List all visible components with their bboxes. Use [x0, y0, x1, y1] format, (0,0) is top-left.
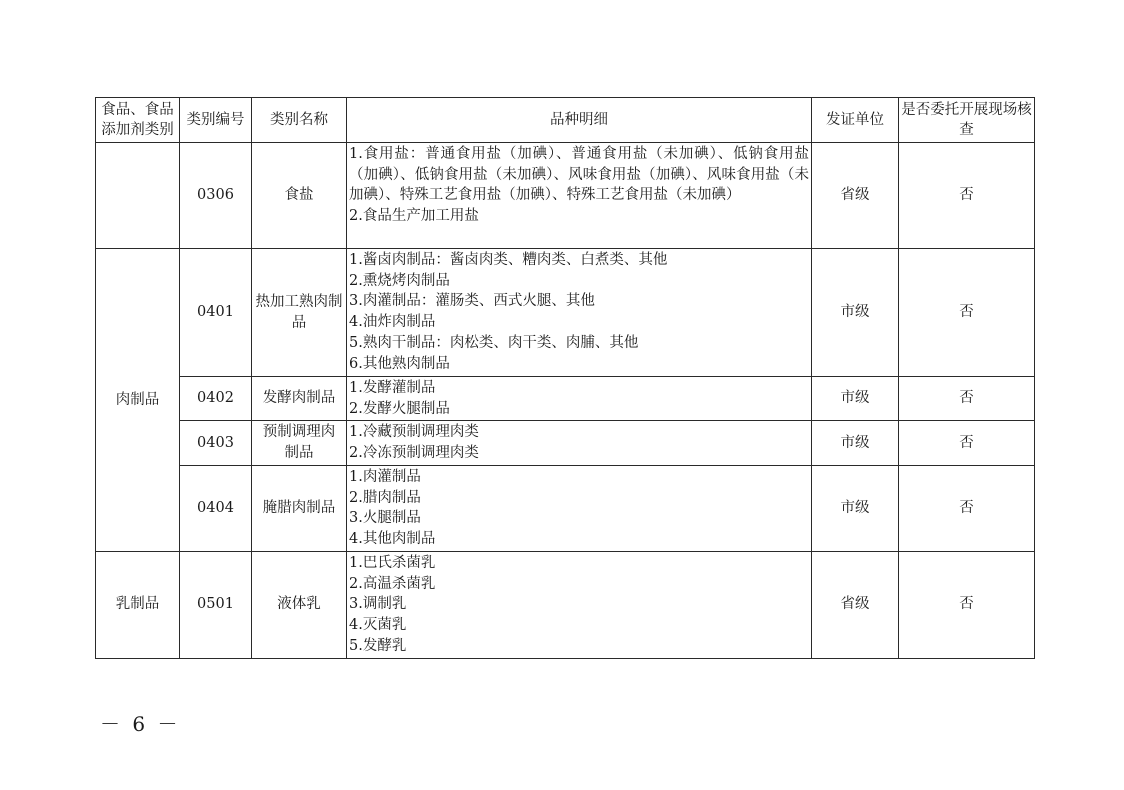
name-cell: 发酵肉制品 [252, 377, 347, 421]
detail-line: 2.熏烧烤肉制品 [349, 272, 450, 289]
issuer-cell: 市级 [812, 377, 899, 421]
table-row [96, 465, 1035, 551]
category-cell: 乳制品 [96, 551, 180, 658]
detail-line: 3.调制乳 [349, 596, 407, 613]
name-cell: 食盐 [252, 143, 347, 249]
name-cell: 热加工熟肉制品 [252, 249, 347, 377]
detail-line: 2.食品生产加工用盐 [349, 208, 479, 225]
name-cell: 腌腊肉制品 [252, 465, 347, 551]
code-cell: 0404 [180, 465, 252, 551]
issuer-cell: 省级 [812, 551, 899, 658]
detail-line: 1.发酵灌制品 [349, 380, 436, 396]
details-cell [347, 551, 812, 658]
details-cell [347, 421, 812, 465]
header-issuer: 发证单位 [812, 98, 899, 143]
detail-line: 3.火腿制品 [349, 510, 421, 527]
category-cell: 肉制品 [96, 249, 180, 552]
detail-line: 4.其他肉制品 [349, 530, 436, 547]
table-row [96, 143, 1035, 249]
table-row [96, 551, 1035, 658]
entrust-cell: 否 [899, 377, 1035, 421]
table-row [96, 421, 1035, 465]
entrust-cell: 否 [899, 421, 1035, 465]
detail-line: 2.高温杀菌乳 [349, 575, 436, 592]
name-cell: 预制调理肉制品 [252, 421, 347, 465]
code-cell: 0306 [180, 143, 252, 249]
detail-line: 1.肉灌制品 [349, 468, 421, 485]
page-number: － 6 － [100, 712, 181, 736]
entrust-cell: 否 [899, 465, 1035, 551]
detail-line: 4.油炸肉制品 [349, 314, 436, 331]
header-code: 类别编号 [180, 98, 252, 143]
header-category: 食品、食品添加剂类别 [96, 98, 180, 143]
header-details: 品种明细 [347, 98, 812, 143]
header-row [96, 98, 1035, 143]
details-cell [347, 377, 812, 421]
detail-line: 1.巴氏杀菌乳 [349, 554, 436, 571]
issuer-cell: 省级 [812, 143, 899, 249]
table-row [96, 249, 1035, 377]
header-name: 类别名称 [252, 98, 347, 143]
details-cell [347, 249, 812, 377]
category-cell [96, 143, 180, 249]
detail-line: 2.腊肉制品 [349, 489, 421, 506]
issuer-cell: 市级 [812, 465, 899, 551]
code-cell: 0403 [180, 421, 252, 465]
detail-line: 2.冷冻预制调理肉类 [349, 445, 479, 462]
detail-line: 1.冷藏预制调理肉类 [349, 424, 479, 441]
entrust-cell: 否 [899, 143, 1035, 249]
details-cell [347, 465, 812, 551]
detail-line: 2.发酵火腿制品 [349, 400, 450, 417]
entrust-cell: 否 [899, 249, 1035, 377]
detail-line: 6.其他熟肉制品 [349, 355, 450, 372]
detail-line: 4.灭菌乳 [349, 616, 407, 633]
code-cell: 0402 [180, 377, 252, 421]
table-row [96, 377, 1035, 421]
name-cell: 液体乳 [252, 551, 347, 658]
code-cell: 0501 [180, 551, 252, 658]
detail-line: 1.酱卤肉制品：酱卤肉类、糟肉类、白煮类、其他 [349, 252, 668, 268]
detail-line: 3.肉灌制品：灌肠类、西式火腿、其他 [349, 293, 595, 310]
issuer-cell: 市级 [812, 249, 899, 377]
details-cell [347, 143, 812, 249]
issuer-cell: 市级 [812, 421, 899, 465]
header-entrust: 是否委托开展现场核查 [899, 98, 1035, 143]
license-table [95, 97, 1035, 659]
detail-line: 1.食用盐：普通食用盐（加碘）、普通食用盐（未加碘）、低钠食用盐（加碘）、低钠食用盐（未加碘）、风味食用盐（加碘）、风味食用盐（未加碘）、特殊工艺食用盐（加碘）、特殊工艺食用盐（未加碘） [349, 146, 809, 204]
entrust-cell: 否 [899, 551, 1035, 658]
code-cell: 0401 [180, 249, 252, 377]
detail-line: 5.熟肉干制品：肉松类、肉干类、肉脯、其他 [349, 334, 639, 351]
detail-line: 5.发酵乳 [349, 637, 407, 654]
